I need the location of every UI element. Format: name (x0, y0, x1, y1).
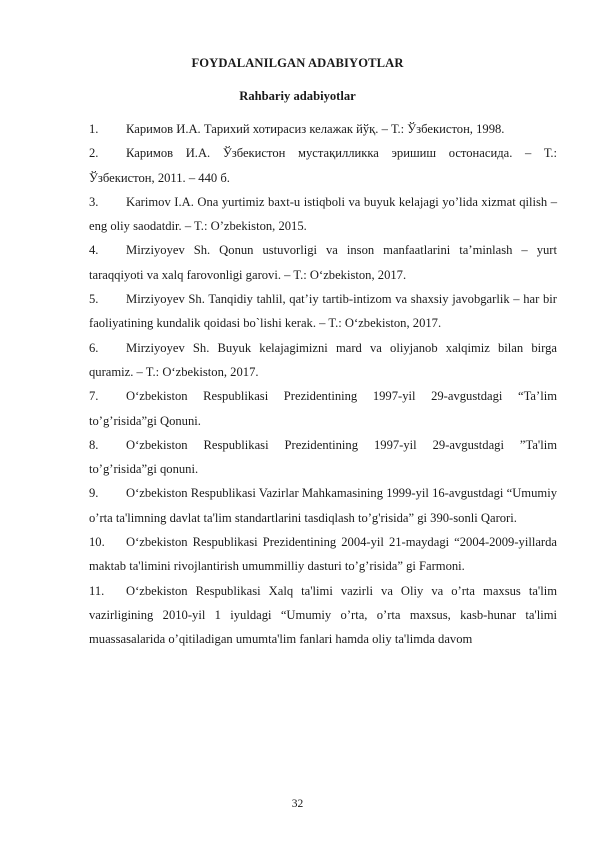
list-item (89, 384, 557, 433)
item-number: 6. (89, 340, 99, 355)
item-number: 5. (89, 292, 99, 307)
reference-list (89, 117, 557, 652)
item-text: Mirziyoyev Sh. Buyuk kelajagimizni mard va oliyjanob xalqimiz bilan birga quramiz. – T.: O‘zbekiston, 2017. (89, 340, 557, 379)
item-text: Mirziyoyev Sh. Tanqidiy tahlil, qat’iy tartib-intizom va shaxsiy javobgarlik – har bir faoliyatining kundalik qoidasi bo`lishi kerak. – T.: O‘zbekiston, 2017. (89, 292, 557, 331)
list-item (89, 530, 557, 579)
list-item (89, 336, 557, 385)
list-item (89, 433, 557, 482)
item-number: 1. (89, 122, 99, 136)
list-item (89, 287, 557, 336)
item-text: O‘zbekiston Respublikasi Prezidentining 1997-yil 29-avgustdagi ”Ta'lim to’g’risida”gi qonuni. (89, 437, 557, 477)
list-item (89, 141, 557, 190)
item-text: O‘zbekiston Respublikasi Xalq ta'limi vazirli va Oliy va o’rta maxsus ta'lim vazirligining 2010-yil 1 iyuldagi “Umumiy o’rta, o’rta maxsus, kasb-hunar ta'limi muassasalarida o’qitiladigan umumta'lim fanlari hamda oliy ta'limda davom (89, 583, 557, 647)
item-number: 9. (89, 486, 99, 501)
item-number: 2. (89, 146, 99, 161)
item-text: O‘zbekiston Respublikasi Prezidentining 1997-yil 29-avgustdagi “Ta’lim to’g’risida”gi Qonuni. (89, 389, 557, 428)
item-text: Каримов И.А. Ўзбекистон мустақилликка эришиш остонасида. – Т.: Ўзбекистон, 2011. – 440 б. (89, 146, 557, 185)
item-number: 4. (89, 243, 99, 258)
list-item (89, 117, 557, 141)
list-item (89, 481, 557, 530)
item-number: 8. (89, 437, 99, 452)
item-text: Каримов И.А. Тарихий хотирасиз келажак йўқ. – Т.: Ўзбекистон, 1998. (126, 122, 505, 136)
section-subtitle: Rahbariy adabiyotlar (239, 89, 356, 103)
list-item (89, 579, 557, 652)
item-text: O‘zbekiston Respublikasi Vazirlar Mahkamasining 1999-yil 16-avgustdagi “Umumiy o’rta ta'limning davlat ta'lim standartlarini tasdiqlash to’g'risida” gi 390-sonli Qarori. (89, 486, 557, 525)
list-item (89, 238, 557, 287)
item-number: 3. (89, 194, 99, 209)
item-number: 7. (89, 389, 99, 404)
page-number: 32 (291, 798, 304, 810)
item-text: O‘zbekiston Respublikasi Prezidentining 2004-yil 21-maydagi “2004-2009-yillarda maktab ta'limini rivojlantirish umummilliy dasturi to’g’risida” gi Farmoni. (89, 535, 557, 574)
item-number: 10. (89, 535, 105, 550)
item-text: Karimov I.A. Ona yurtimiz baxt-u istiqboli va buyuk kelajagi yo’lida xizmat qilish – eng oliy saodatdir. – T.: O’zbekiston, 2015. (89, 194, 557, 234)
item-number: 11. (89, 583, 105, 598)
list-item (89, 190, 557, 239)
page-title: FOYDALANILGAN ADABIYOTLAR (191, 56, 404, 70)
item-text: Mirziyoyev Sh. Qonun ustuvorligi va inson manfaatlarini ta’minlash – yurt taraqqiyoti va xalq farovonligi garovi. – T.: O‘zbekiston, 2017. (89, 243, 557, 282)
